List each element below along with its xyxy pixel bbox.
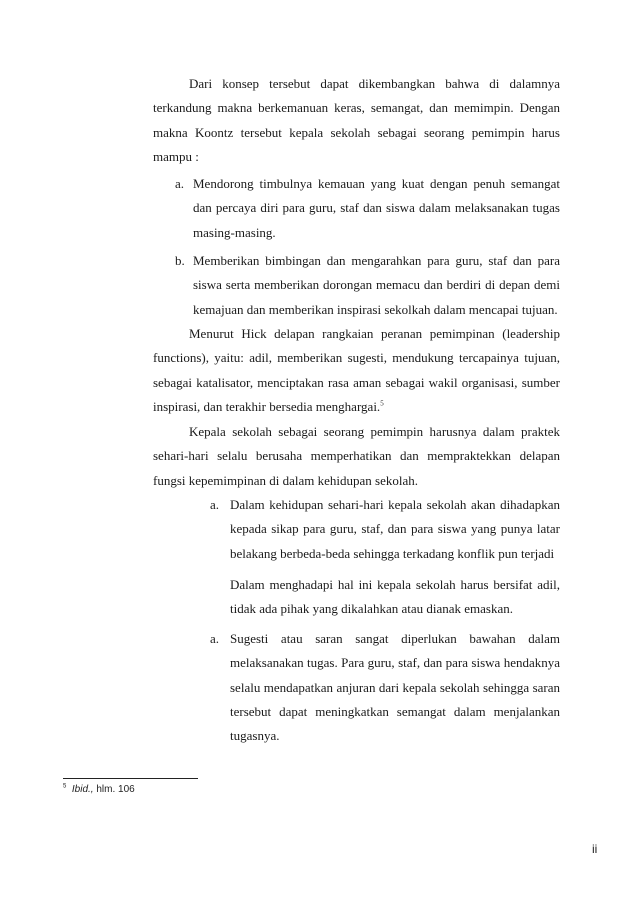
- list-marker: b.: [175, 253, 185, 268]
- footnote-reference[interactable]: 5: [380, 399, 384, 408]
- list-item-text: Sugesti atau saran sangat diperlukan bawahan dalam melaksanakan tugas. Para guru, staf, dan para siswa hendaknya selalu mendapatkan anjuran dari kepala sekolah sehingga saran tersebut dapat meningkatkan semangat dalam menjalankan tugasnya.: [230, 631, 560, 744]
- paragraph-hick: [153, 322, 560, 419]
- footnote-text: hlm. 106: [93, 784, 135, 795]
- list-item-text: Dalam menghadapi hal ini kepala sekolah harus bersifat adil, tidak ada pihak yang dikalahkan atau dianak emaskan.: [230, 577, 560, 617]
- footnote-ibid: Ibid.,: [71, 784, 94, 795]
- list-item: [210, 627, 560, 749]
- footnote-divider: [63, 778, 198, 779]
- list-item: [210, 573, 560, 622]
- list-marker: a.: [210, 497, 220, 512]
- footnote: [63, 784, 135, 795]
- list-marker: a.: [210, 631, 220, 646]
- list-item-text: Dalam kehidupan sehari-hari kepala sekolah akan dihadapkan kepada sikap para guru, staf, dan para siswa yang punya latar belakang berbeda-beda sehingga terkadang konflik pun terjadi: [230, 497, 560, 561]
- list-item: [175, 172, 560, 245]
- list-item-text: Mendorong timbulnya kemauan yang kuat dengan penuh semangat dan percaya diri para guru, staf dan siswa dalam melaksanakan tugas masing-masing.: [193, 176, 560, 240]
- list-item: [175, 249, 560, 322]
- footnote-number: 5: [63, 783, 67, 790]
- paragraph-koontz: Dari konsep tersebut dapat dikembangkan bahwa di dalamnya terkandung makna berkemanuan keras, semangat, dan memimpin. Dengan makna Koontz tersebut kepala sekolah sebagai seorang pemimpin harus mampu :: [153, 76, 560, 164]
- list-marker: a.: [175, 176, 185, 191]
- list-item: [210, 493, 560, 566]
- list-item-text: Memberikan bimbingan dan mengarahkan para guru, staf dan para siswa serta memberikan dorongan memacu dan berdiri di depan demi kemajuan dan memberikan inspirasi sekolkah dalam mencapai tujuan.: [193, 253, 560, 317]
- paragraph-kepala-sekolah: Kepala sekolah sebagai seorang pemimpin harusnya dalam praktek sehari-hari selalu berusaha memperhatikan dan mempraktekkan delapan fungsi kepemimpinan di dalam kehidupan sekolah.: [153, 424, 560, 488]
- page-number: ii: [592, 842, 598, 856]
- paragraph-hick-text: Menurut Hick delapan rangkaian peranan pemimpinan (leadership functions), yaitu: adil, memberikan sugesti, mendukung tercapainya tujuan, sebagai katalisator, menciptakan rasa aman sebagai wakil organisasi, sumber inspirasi, dan terakhir bersedia menghargai.: [153, 326, 560, 414]
